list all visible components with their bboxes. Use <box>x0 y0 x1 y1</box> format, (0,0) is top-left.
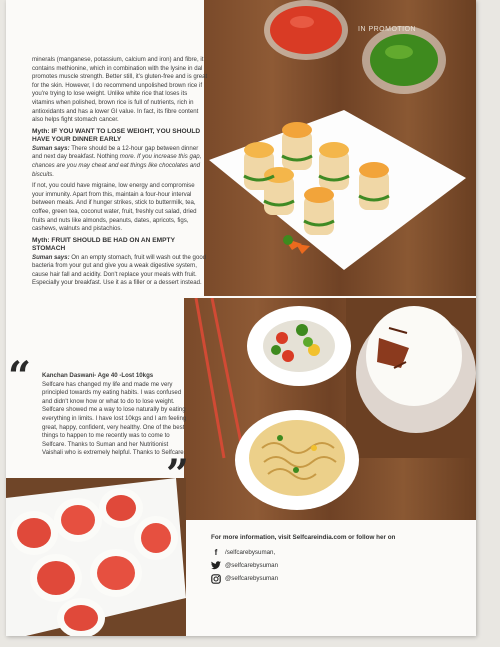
promotion-label: IN PROMOTION <box>358 26 417 33</box>
social-instagram[interactable] <box>211 572 471 585</box>
myth2-text: On an empty stomach, fruit will wash out the good bacteria from your gut and give you a weak digestive system, cause hair fall and acidity. Don't replace your meals with fruit. Especially your breakfast. Use it as a filler or a dessert instead. <box>32 253 207 287</box>
social-twitter[interactable] <box>211 559 471 572</box>
twitter-icon <box>211 561 221 571</box>
meals-illustration <box>184 298 476 520</box>
myth2-says-label: Suman says: <box>32 253 70 261</box>
testimonial-name: Kanchan Daswani- Age 40 -Lost 10kgs <box>42 372 154 379</box>
testimonial-block <box>42 372 190 458</box>
facebook-icon: f <box>214 548 218 557</box>
strawberry-illustration <box>6 478 186 636</box>
myth1-text-italic: more. If you increase this gap, chances are you may cheat and eat things like chocolates and biscuits. <box>32 153 202 178</box>
contact-footer <box>211 534 471 585</box>
close-quote-icon: ” <box>166 451 190 498</box>
footer-intro: For more information, visit Selfcareindia.com or follow her on <box>211 534 396 541</box>
social-facebook-label: /selfcarebysuman, <box>225 549 276 556</box>
strawberry-photo <box>6 478 186 636</box>
instagram-icon <box>211 574 221 584</box>
article-text-column <box>32 56 208 291</box>
testimonial-text: Selfcare has changed my life and made me very principled towards my eating habits. I was confused and didn't know how or what to do to lose weight. Selfcare showed me a way to lose naturally by eating everything in limits. I have lost 10kgs and I am feeling great, happy, confident, very healthy. One of the best things to happen to me recently was to come to Selfcare. Thanks to Suman and her Nutritionist Vaishali who is extremely helpful. Thanks to Selfcare. <box>42 380 187 457</box>
myth2-heading: Myth: FRUIT SHOULD BE HAD ON AN EMPTY STOMACH <box>32 236 175 252</box>
rollups-photo <box>204 0 476 296</box>
myth1-heading: Myth: IF YOU WANT TO LOSE WEIGHT, YOU SHOULD HAVE YOUR DINNER EARLY <box>32 127 201 143</box>
social-facebook[interactable] <box>211 546 471 559</box>
rollups-illustration <box>204 0 476 296</box>
myth2-paragraph <box>32 254 208 288</box>
social-twitter-label: @selfcarebysuman <box>225 562 279 569</box>
myth1-says-label: Suman says: <box>32 144 70 152</box>
intro-paragraph: minerals (manganese, potassium, calcium and iron) and fibre, it contains methionine, which in combination with the lysine in dal promotes muscle strength. Better still, it's gluten-free and is great for the skin. However, I do recommend unpolished brown rice if you're trying to lose weight. Unlike white rice that loses its vitamins when polished, brown rice is full of nutrients, rich in antioxidants and has a lower GI value. In fact, its fibre content also helps fight stomach cancer. <box>32 56 208 124</box>
myth1-paragraph <box>32 145 208 179</box>
myth1-text-b: If not, you could have migraine, low energy and compromise your immunity. Apart from this, maintain a four-hour interval between meals. And if hunger strikes, stick to buttermilk, tea, coffee, green tea, coconut water, fruit, freshly cut salad, dried fruits and nuts like almonds, peanuts, dates, apricots, figs, cashews, walnuts and pistachios. <box>32 182 197 233</box>
open-quote-icon: “ <box>8 353 32 400</box>
meals-photo <box>184 298 476 520</box>
social-instagram-label: @selfcarebysuman <box>225 575 279 582</box>
myth1-text-a: There should be a 12-hour gap between dinner and next day breakfast. Nothing <box>32 144 199 161</box>
magazine-page <box>6 0 476 636</box>
